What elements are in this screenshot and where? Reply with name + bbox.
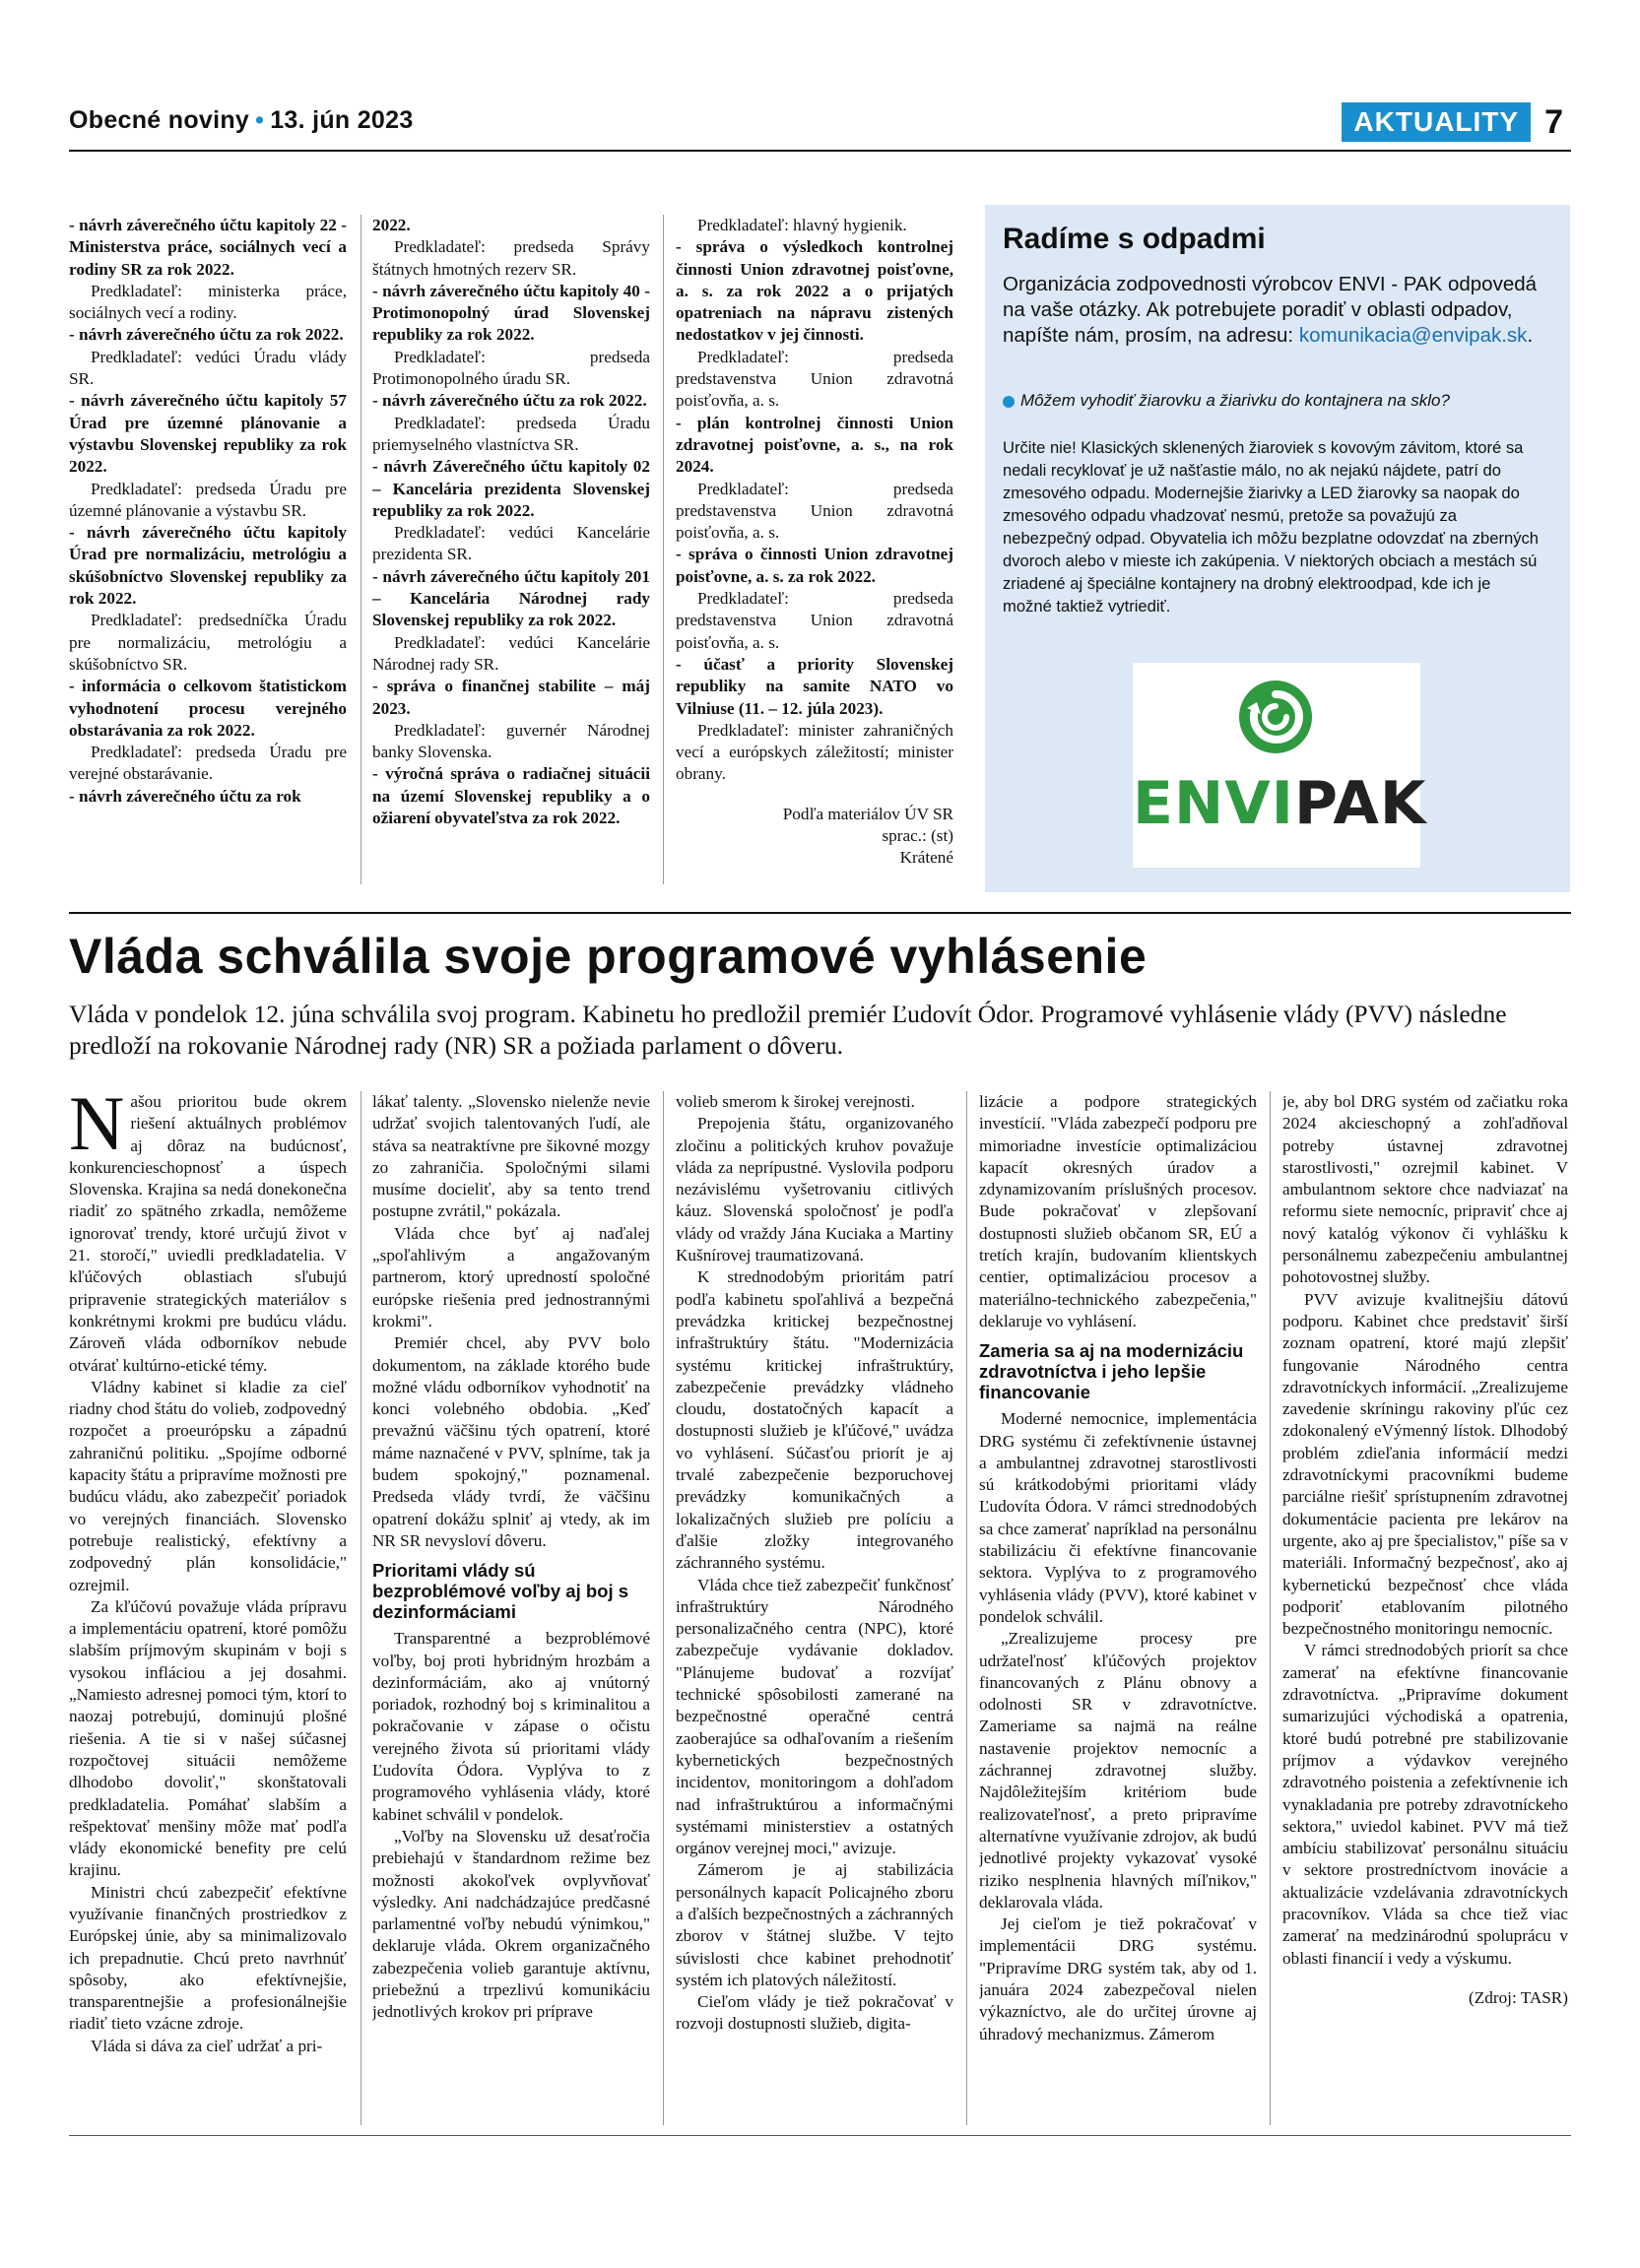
paragraph: Zámerom je aj stabilizácia personálnych kapacít Policajného zboru a ďalších bezpečnostných a záchranných zborov v štátnej službe. V tejto súvislosti chce kabinet prehodnotiť systém ich platových náležitostí.: [676, 1860, 953, 1989]
section-label: AKTUALITY: [1342, 102, 1531, 142]
paragraph: Predkladateľ: vedúci Kancelárie prezidenta SR.: [372, 523, 650, 564]
column-divider: [966, 1091, 967, 2125]
article-lead: Vláda v pondelok 12. júna schválila svoj program. Kabinetu ho predložil premiér Ľudovít Ódor. Programové vyhlásenie vlády (PVV) následne predloží na rokovanie Národnej rady (NR) SR a požiada parlament o dôveru.: [69, 1000, 1507, 1060]
paragraph: K strednodobým prioritám patrí podľa kabinetu spoľahlivá a bezpečná prevádzka kritickej bezpečnostnej infraštruktúry štátu. "Modernizácia systému kritickej infraštruktúry, zabezpečenie prevádzky vládneho cloudu, dostatočných kapacít a dostupnosti služieb je kľúčové," uvádza vo vyhlásení. Súčasťou priorít je aj trvalé zabezpečenie bezporuchovej prevádzky komunikačných a lokalizačných služieb pre políciu a ďalšie zložky integrovaného záchranného systému.: [676, 1267, 953, 1573]
agenda-item: - účasť a priority Slovenskej republiky na samite NATO vo Vilniuse (11. – 12. júla 2023).: [676, 654, 953, 718]
article-column-4: [979, 1091, 1257, 2125]
agenda-item: - informácia o celkovom štatistickom vyhodnotení procesu verejného obstarávania za rok 2022.: [69, 677, 347, 740]
top-column-1: [69, 215, 347, 884]
logo-wordmark: [1133, 769, 1427, 838]
article-column-2: [372, 1091, 650, 2125]
paragraph: „Zrealizujeme procesy pre udržateľnosť kľúčových projektov financovaných z Plánu obnovy a odolnosti SR v zdravotníctve. Zameriame sa najmä na reálne nastavenie projektov nemocníc a záchrannej zdravotnej služby. Najdôležitejším kritériom bude realizovateľnosť, a preto pripravíme alternatívne využívanie zdrojov, ak budú jednotlivé projekty vykazovať vysoké riziko nesplnenia hlavných míľnikov," deklarovala vláda.: [979, 1629, 1257, 1912]
agenda-item: - návrh záverečného účtu kapitoly 57 Úrad pre územné plánovanie a výstavbu Slovenskej republiky za rok 2022.: [69, 391, 347, 477]
paragraph: Predkladateľ: predseda predstavenstva Union zdravotná poisťovňa, a. s.: [676, 589, 953, 652]
paragraph: Predkladateľ: hlavný hygienik.: [697, 216, 907, 234]
paragraph: lákať talenty. „Slovensko nielenže nevie udržať svojich talentovaných ľudí, ale stáva sa neatraktívne pre šikovné mozgy zo zahraničia. Spoločnými silami musíme docieliť, aby sa tento trend postupne zvrátil," pokázala.: [372, 1092, 650, 1221]
paragraph: Predkladateľ: predsedníčka Úradu pre normalizáciu, metrológiu a skúšobníctvo SR.: [69, 611, 347, 674]
spacer: [1282, 1970, 1568, 1987]
paragraph: Ministri chcú zabezpečiť efektívne využívanie finančných prostriedkov z Európskej únie, aby sa minimalizovalo ich prepadnutie. Chcú preto navrhnúť spôsoby, ako efektívnejšie, transparentnejšie a profesionálnejšie riadiť tieto vzácne zdroje.: [69, 1882, 347, 2034]
agenda-item: - návrh záverečného účtu za rok 2022.: [372, 391, 647, 411]
paragraph: Predkladateľ: predseda Úradu pre územné plánovanie a výstavbu SR.: [69, 479, 347, 520]
paragraph: Predkladateľ: vedúci Kancelárie Národnej rady SR.: [372, 632, 650, 674]
advice-box-title: Radíme s odpadmi: [1003, 223, 1266, 255]
advice-box: [985, 205, 1570, 892]
article-headline: Vláda schválila svoje programové vyhlásenie: [69, 929, 1148, 984]
paragraph: volieb smerom k širokej verejnosti.: [676, 1092, 915, 1111]
logo-text-pak: PAK: [1293, 769, 1427, 838]
advice-question: [1003, 389, 1554, 413]
article-column-5: [1282, 1091, 1568, 2125]
agenda-item: - návrh záverečného účtu za rok 2022.: [69, 325, 344, 345]
paragraph: lizácie a podpore strategických investícií. "Vláda zabezpečí podporu pre mimoriadne investície optimalizáciou kapacít okresných úradov a zdynamizovaním príslušných procesov. Bude pokračovať v zlepšovaní dostupnosti služieb občanom SR, EÚ a tretích krajín, budovaním klientskych centier, optimalizáciou procesov a materiálno-technického zabezpečenia," deklaruje vo vyhlásení.: [979, 1092, 1257, 1330]
paragraph-text: ašou prioritou bude okrem riešení aktuálnych problémov aj dôraz na budúcnosť, konkurencieschopnosť a úspech Slovenska. Krajina sa nedá donekonečna riadiť zo spätného zrkadla, nemôžeme ignorovať trendy, ktoré určujú život v 21. storočí," uviedli predkladatelia. V kľúčových oblastiach sľubujú pripravenie strategických materiálov s konkrétnymi krokmi pre budúcu vládu. Zároveň vláda odborníkov nebude otvárať kultúrno-etické témy.: [69, 1092, 347, 1375]
paragraph: Predkladateľ: predseda predstavenstva Union zdravotná poisťovňa, a. s.: [676, 347, 953, 411]
agenda-item: - správa o výsledkoch kontrolnej činnosti Union zdravotnej poisťovne, a. s. za rok 2022 a o prijatých opatreniach na nápravu zistených nedostatkov v jej činnosti.: [676, 237, 953, 345]
paragraph: Vládny kabinet si kladie za cieľ riadny chod štátu do volieb, zodpovedný rozpočet a proeurópsku a západnú zahraničnú politiku. „Spojíme odborné kapacity štátu a pripravíme možnosti pre budúcu vládu, ako zabezpečiť poriadok vo verejných financiách. Slovensko potrebuje realistický, efektívny a zodpovedný plán konsolidácie," ozrejmil.: [69, 1377, 347, 1594]
agenda-item: - správa o činnosti Union zdravotnej poisťovne, a. s. za rok 2022.: [676, 545, 953, 586]
section-header: [1342, 102, 1563, 142]
paragraph: Predkladateľ: predseda predstavenstva Union zdravotná poisťovňa, a. s.: [676, 479, 953, 543]
paragraph: Predkladateľ: guvernér Národnej banky Slovenska.: [372, 720, 650, 762]
paragraph: Vláda chce tiež zabezpečiť funkčnosť infraštruktúry Národného personalizačného centra (NPC), ktoré zabezpečuje vydávanie dokladov. "Plánujeme budovať a rozvíjať technické spôsobilosti zamerané na bezpečnostné operačné centrá zaoberajúce sa odhaľovaním a riešením kybernetických bezpečnostných incidentov, monitoringom a dohľadom nad infraštruktúrou a informačnými systémami ministerstiev a ostatných orgánov verejnej moci," avizuje.: [676, 1575, 953, 1858]
source-credit: (Zdroj: TASR): [1469, 1987, 1568, 2007]
recycle-icon: [1239, 680, 1312, 753]
agenda-item: - plán kontrolnej činnosti Union zdravotnej poisťovne, a. s., na rok 2024.: [676, 413, 953, 477]
advice-box-intro: [1003, 272, 1540, 349]
top-column-3: [676, 215, 953, 884]
header-rule: [69, 150, 1571, 152]
intro-tail: .: [1527, 324, 1534, 347]
page-number: 7: [1544, 102, 1563, 141]
agenda-item: - návrh záverečného účtu kapitoly 40 - Protimonopolný úrad Slovenskej republiky za rok 2022.: [372, 281, 650, 345]
agenda-item: - návrh záverečného účtu za rok: [69, 786, 301, 806]
paragraph: Predkladateľ: predseda Protimonopolného úradu SR.: [372, 347, 650, 389]
separator-dot: •: [255, 106, 265, 134]
paragraph: Vláda chce byť aj naďalej „spoľahlivým a angažovaným partnerom, ktorý upredností spoločné európske riešenia pred jednostrannými krokmi".: [372, 1223, 650, 1330]
paragraph: Transparentné a bezproblémové voľby, boj proti hybridným hrozbám a dezinformáciám, ako aj vnútorný poriadok, rozhodný boj s kriminalitou a pokračovanie v zápase o očistu verejného života sú prioritami vlády Ľudovíta Ódora. Vyplýva to z programového vyhlásenia vlády, ktoré kabinet schválil v pondelok.: [372, 1629, 650, 1824]
article-column-3: [676, 1091, 953, 2125]
envipak-logo: [1133, 663, 1427, 868]
paragraph: Jej cieľom je tiež pokračovať v implementácii DRG systému. "Pripravíme DRG systém tak, aby od 1. januára 2024 zabezpečoval nielen výkazníctvo, ale do určitej úrovne aj úhradový mechanizmus. Zámerom: [979, 1914, 1257, 2043]
source-credit: sprac.: (st): [882, 826, 953, 846]
column-divider: [1270, 1091, 1271, 2125]
intro-text: Organizácia zodpovednosti výrobcov ENVI - PAK odpovedá na vaše otázky. Ak potrebujete poradiť v oblasti odpadov, napíšte nám, prosím, na adresu:: [1003, 273, 1538, 347]
paragraph: Predkladateľ: ministerka práce, sociálnych vecí a rodiny.: [69, 281, 347, 323]
subheading: Zameria sa aj na modernizáciu zdravotníctva i jeho lepšie financovanie: [979, 1340, 1244, 1403]
publication-name: Obecné noviny: [69, 106, 250, 134]
paragraph: Predkladateľ: predseda Správy štátnych hmotných rezerv SR.: [372, 237, 650, 279]
paragraph: V rámci strednodobých priorít sa chce zamerať na efektívne financovanie zdravotníctva. „Pripravíme dokument sumarizujúci východiská a opatrenia, ktoré budú potrebné pre stabilizovanie príjmov a výdavkov verejného zdravotného poistenia a zefektívnenie ich vynakladania pre potreby zdravotníckeho sektora," uviedol kabinet. PVV má tiež ambíciu stabilizovať personálnu situáciu v sektore prostredníctvom inovácie a aktualizácie vzdelávania zdravotníckych pracovníkov. Vláda sa chce tiež viac zamerať na medzinárodnú spoluprácu v oblasti financií i vedy a výskumu.: [1282, 1641, 1568, 1968]
paragraph: „Voľby na Slovensku už desaťročia prebiehajú v štandardnom režime bez možnosti akokoľvek ovplyvňovať výsledky. Ani nadchádzajúce predčasné parlamentné voľby nebudú výnimkou," deklaruje vláda. Okrem organizačného zabezpečenia volieb garantuje aktívnu, priebežnú a trpezlivú komunikáciu jednotlivých krokov pri príprave: [372, 1826, 650, 2022]
advice-answer: Určite nie! Klasických sklenených žiaroviek s kovovým závitom, ktoré sa nedali recyklovať je už našťastie málo, no ak nejakú nájdete, patrí do zmesového odpadu. Modernejšie žiarivky a LED žiarovky sa naopak do zmesového odpadu vhadzovať nesmú, pretože sa považujú za nebezpečný odpad. Obyvatelia ich môžu bezplatne odovzdať na zberných dvoroch alebo v mieste ich zakúpenia. V niektorých obciach a mestách sú zriadené aj špeciálne kontajnery na drobný elektroodpad, kde ich je možné taktiež vytriediť.: [1003, 438, 1540, 616]
logo-text-envi: ENVI: [1133, 769, 1294, 838]
source-credit: Krátené: [899, 848, 953, 868]
spacer: [676, 786, 953, 804]
paragraph: Predkladateľ: vedúci Úradu vlády SR.: [69, 347, 347, 389]
subheading: Prioritami vlády sú bezproblémové voľby aj boj s dezinformáciami: [372, 1560, 629, 1623]
question-text: Môžem vyhodiť žiarovku a žiarivku do kontajnera na sklo?: [1020, 391, 1450, 410]
section-rule: [69, 912, 1571, 914]
masthead: [69, 106, 414, 135]
paragraph: Predkladateľ: predseda Úradu pre verejné obstarávanie.: [69, 743, 347, 784]
agenda-item: - návrh záverečného účtu kapitoly 22 - Ministerstva práce, sociálnych vecí a rodiny SR za rok 2022.: [69, 216, 347, 279]
paragraph: Predkladateľ: predseda Úradu priemyselného vlastníctva SR.: [372, 413, 650, 454]
paragraph: Predkladateľ: minister zahraničných vecí a európskych záležitostí; minister obrany.: [676, 720, 953, 784]
paragraph: Premiér chcel, aby PVV bolo dokumentom, na základe ktorého bude možné vládu odborníkov vyhodnotiť na konci volebného obdobia. „Keď prevažnú väčšinu tých opatrení, ktoré máme naznačené v PVV, splníme, tak ja budem spokojný," poznamenal. Predseda vlády tvrdí, že väčšinu opatrení dokážu splniť aj vtedy, ak im NR SR nevysloví dôveru.: [372, 1333, 650, 1550]
agenda-item: - výročná správa o radiačnej situácii na území Slovenskej republiky a o ožiarení obyvateľstva za rok 2022.: [372, 764, 650, 828]
paragraph: [69, 1091, 347, 1377]
agenda-item: 2022.: [372, 216, 411, 234]
paragraph: PVV avizuje kvalitnejšiu dátovú podporu. Kabinet chce predstaviť širší zoznam opatrení, ktoré majú zlepšiť fungovanie Národného centra zdravotníckych informácií. „Zrealizujeme zavedenie skríningu rakoviny pľúc cez zdokonalený eVýmenný lístok. Dlhodobý problém zdieľania informácií medzi zdravotníckymi pracovníkmi budeme parciálne riešiť sprístupnením zdravotnej dokumentácie pacienta pre lekárov na urgente, ako aj pre špecialistov," píše sa v materiáli. Informačný bezpečnosť, ako aj kybernetickú bezpečnosť chce vláda podporiť etablovaním pilotného bezpečnostného monitoringu nemocníc.: [1282, 1289, 1568, 1639]
article-column-1: [69, 1091, 347, 2125]
paragraph: Prepojenia štátu, organizovaného zločinu a politických kruhov považuje vláda za neprípustné. Vyslovila podporu nezávislému vyšetrovaniu citlivých káuz. Slovenská spoločnosť je podľa vlády od vraždy Jána Kuciaka a Martiny Kušnírovej traumatizovaná.: [676, 1114, 953, 1265]
paragraph: Za kľúčovú považuje vláda prípravu a implementáciu opatrení, ktoré pomôžu slabším príjmovým skupinám v boji s vysokou infláciou a jej dosahmi. „Namiesto adresnej pomoci tým, ktorí to naozaj potrebujú, dominujú plošné riešenia. A tie si v našej súčasnej rozpočtovej situácii nemôžeme dlhodobo dovoliť," skonštatovali predkladatelia. Pomáhať slabším a rešpektovať menšiny môže mať podľa vlády ekonomické benefity pre celú krajinu.: [69, 1596, 347, 1880]
agenda-item: - návrh záverečného účtu kapitoly Úrad pre normalizáciu, metrológiu a skúšobníctvo Slovenskej republiky za rok 2022.: [69, 523, 347, 609]
bottom-rule: [69, 2135, 1571, 2136]
agenda-item: - správa o finančnej stabilite – máj 2023.: [372, 677, 650, 718]
column-divider: [663, 1091, 664, 2125]
top-column-2: [372, 215, 650, 884]
agenda-item: - návrh záverečného účtu kapitoly 201 – Kancelária Národnej rady Slovenskej republiky za rok 2022.: [372, 566, 650, 630]
drop-cap: N: [69, 1091, 125, 1166]
paragraph: Vláda si dáva za cieľ udržať a pri-: [91, 2036, 323, 2055]
agenda-item: - návrh Záverečného účtu kapitoly 02 – Kancelária prezidenta Slovenskej republiky za rok 2022.: [372, 457, 650, 520]
issue-date: 13. jún 2023: [270, 106, 414, 134]
paragraph: je, aby bol DRG systém od začiatku roka 2024 akcieschopný a zohľadňoval potreby ústavnej zdravotnej starostlivosti," ozrejmil kabinet. V ambulantnom sektore chce nadviazať na reformu siete nemocníc, pripraviť chce aj nový katalóg výkonov či vyhlášku k personálnemu zabezpečeniu ambulantnej pohotovostnej služby.: [1282, 1092, 1568, 1287]
column-divider: [663, 215, 664, 884]
email-link[interactable]: komunikacia@envipak.sk: [1298, 324, 1528, 347]
bullet-icon: [1003, 396, 1015, 408]
paragraph: Moderné nemocnice, implementácia DRG systému či zefektívnenie ústavnej a ambulantnej zdravotnej starostlivosti sú krátkodobými prioritami vlády Ľudovíta Ódora. V rámci strednodobých sa chce zamerať napríklad na personálnu stabilizáciu či efektívne financovanie sektora. Vyplýva to z programového vyhlásenia vlády (PVV), ktoré kabinet v pondelok schválil.: [979, 1409, 1257, 1626]
paragraph: Cieľom vlády je tiež pokračovať v rozvoji dostupnosti služieb, digita-: [676, 1992, 953, 2034]
source-credit: Podľa materiálov ÚV SR: [782, 804, 953, 823]
